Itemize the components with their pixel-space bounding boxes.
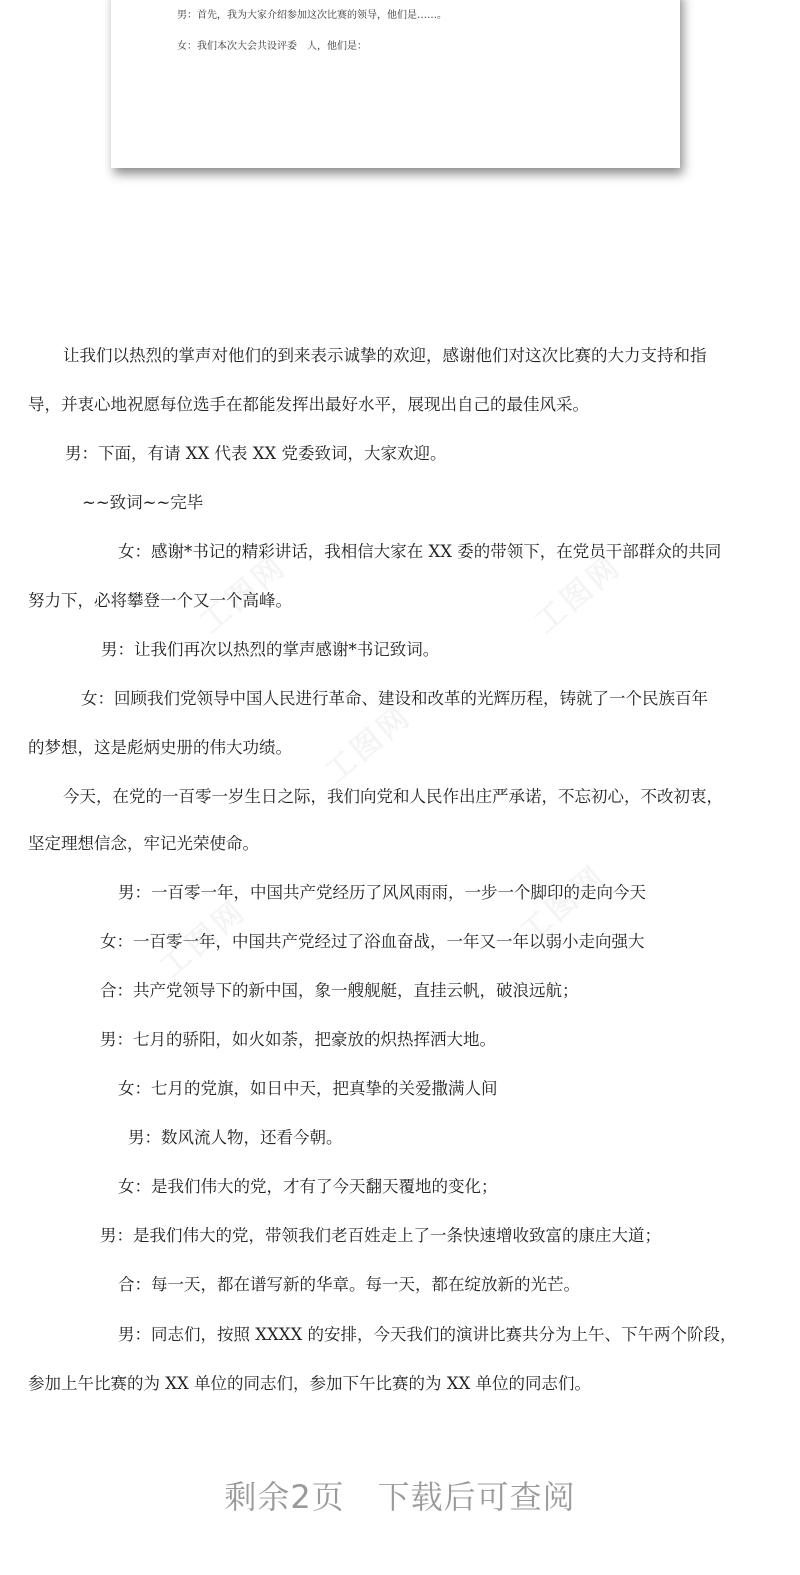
body-line: 的梦想，这是彪炳史册的伟大功绩。 [28,738,292,757]
body-line: 让我们以热烈的掌声对他们的到来表示诚挚的欢迎，感谢他们对这次比赛的大力支持和指 [63,346,707,365]
body-line: 合：每一天，都在谱写新的华章。每一天，都在绽放新的光芒。 [118,1275,580,1294]
body-line: 男：让我们再次以热烈的掌声感谢*书记致词。 [101,640,440,659]
preview-page [111,0,680,168]
preview-line-1: 男：首先，我为大家介绍参加这次比赛的领导，他们是……。 [177,10,447,21]
preview-line-2: 女：我们本次大会共设评委 人，他们是： [177,41,367,52]
body-line: 男：下面，有请 XX 代表 XX 党委致词，大家欢迎。 [65,444,447,463]
body-line: 合：共产党领导下的新中国，象一艘舰艇，直挂云帆，破浪远航； [100,981,579,1000]
body-line: 参加上午比赛的为 XX 单位的同志们，参加下午比赛的为 XX 单位的同志们。 [28,1374,591,1393]
body-line: 今天，在党的一百零一岁生日之际，我们向党和人民作出庄严承诺，不忘初心，不改初衷， [63,787,723,806]
remaining-pages-notice[interactable]: 剩余2页 下载后可查阅 [224,1478,576,1516]
body-line: 女：是我们伟大的党，才有了今天翻天覆地的变化； [118,1177,498,1196]
body-line: 女：感谢*书记的精彩讲话，我相信大家在 XX 委的带领下，在党员干部群众的共同 [118,542,722,561]
body-line: 男：同志们，按照 XXXX 的安排，今天我们的演讲比赛共分为上午、下午两个阶段， [118,1325,737,1344]
body-line: 导，并衷心地祝愿每位选手在都能发挥出最好水平，展现出自己的最佳风采。 [28,395,589,414]
body-line: 男：一百零一年，中国共产党经历了风风雨雨，一步一个脚印的走向今天 [118,883,646,902]
body-line: 坚定理想信念，牢记光荣使命。 [28,834,259,853]
body-line: 男：七月的骄阳，如火如荼，把豪放的炽热挥洒大地。 [100,1030,496,1049]
body-line: 女：一百零一年，中国共产党经过了浴血奋战，一年又一年以弱小走向强大 [100,932,645,951]
body-line: 努力下，必将攀登一个又一个高峰。 [28,591,292,610]
body-line: 女：回顾我们党领导中国人民进行革命、建设和改革的光辉历程，铸就了一个民族百年 [81,689,708,708]
body-line: 男：是我们伟大的党，带领我们老百姓走上了一条快速增收致富的康庄大道； [100,1226,661,1245]
body-line: ~~致词~~完毕 [82,493,204,512]
body-line: 女：七月的党旗，如日中天，把真挚的关爱撒满人间 [118,1079,498,1098]
body-line: 男：数风流人物，还看今朝。 [128,1128,343,1147]
